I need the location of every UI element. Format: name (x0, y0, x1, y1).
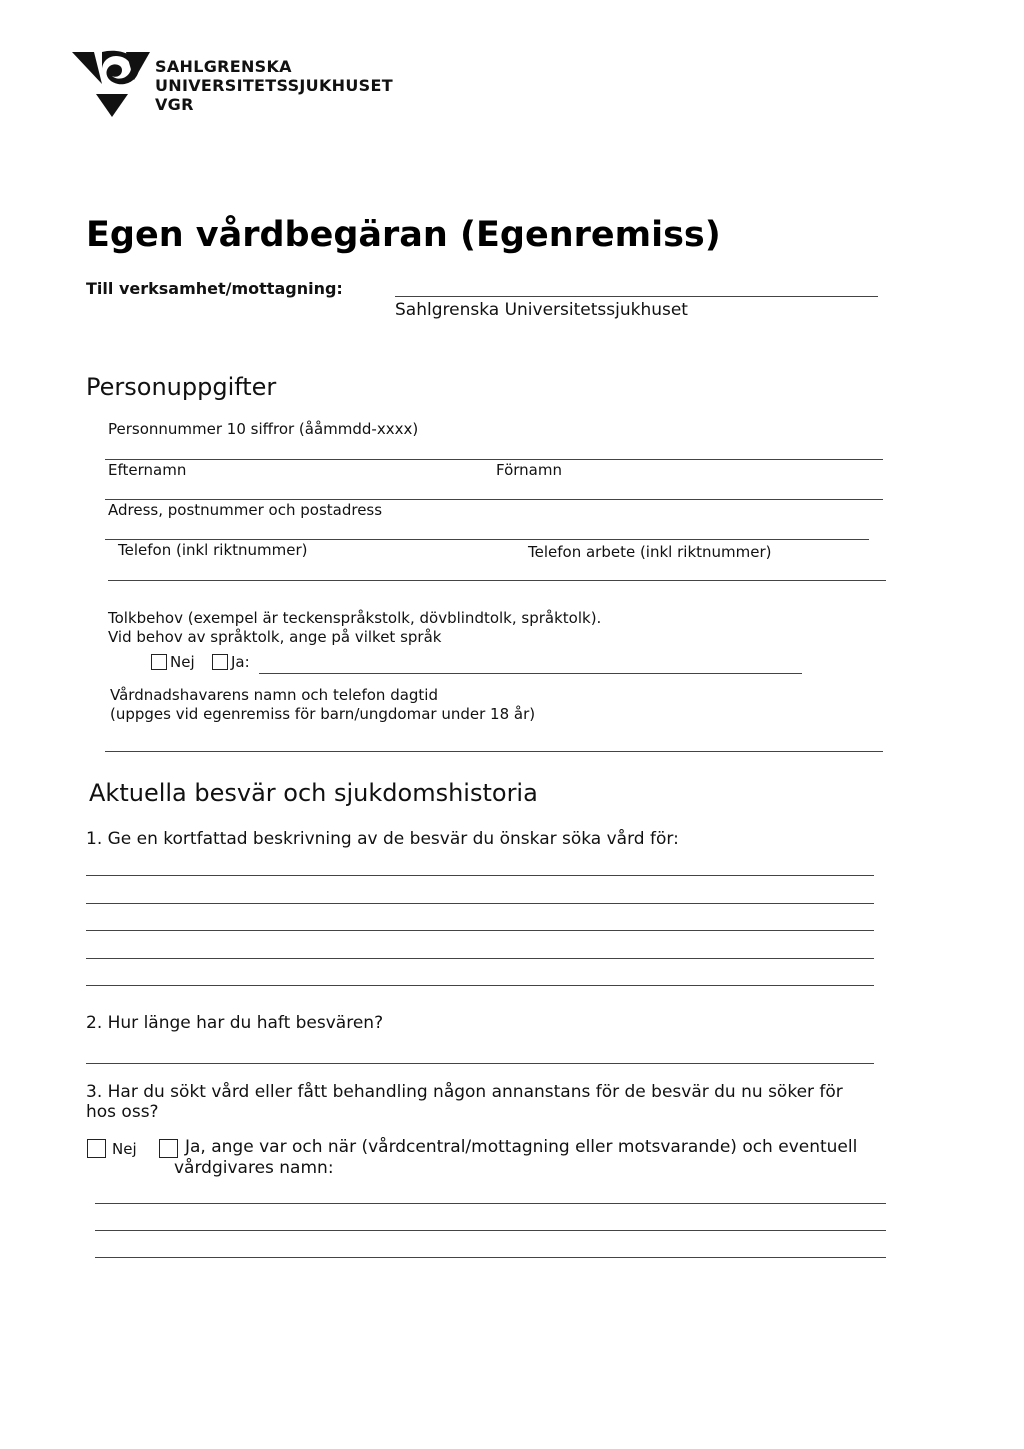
q3-ja-label-line-1: Ja, ange var och när (vårdcentral/mottagning eller motsvarande) och eventuell (185, 1137, 858, 1157)
recipient-line[interactable] (395, 296, 878, 297)
telefon-label: Telefon (inkl riktnummer) (118, 541, 308, 559)
q1-answer-line[interactable] (86, 985, 874, 986)
q1-answer-line[interactable] (86, 930, 874, 931)
q2-answer-line[interactable] (86, 1063, 874, 1064)
recipient-label: Till verksamhet/mottagning: (86, 279, 343, 298)
q1-answer-line[interactable] (86, 903, 874, 904)
logo-line-1: SAHLGRENSKA (155, 57, 292, 76)
q3-answer-line[interactable] (95, 1203, 886, 1204)
telefon-arbete-label: Telefon arbete (inkl riktnummer) (528, 543, 772, 561)
vgr-logo-icon (72, 50, 152, 118)
tolk-language-field[interactable] (259, 673, 802, 674)
q3-nej-label: Nej (112, 1140, 137, 1158)
vardnad-label-line-2: (uppges vid egenremiss för barn/ungdomar under 18 år) (110, 705, 536, 723)
name-field[interactable] (105, 499, 883, 500)
tolk-ja-checkbox[interactable] (212, 654, 228, 670)
question-3-line-2: hos oss? (86, 1102, 159, 1122)
q3-nej-checkbox[interactable] (87, 1139, 106, 1158)
q1-answer-line[interactable] (86, 875, 874, 876)
recipient-value: Sahlgrenska Universitetssjukhuset (395, 300, 688, 320)
tolk-nej-checkbox[interactable] (151, 654, 167, 670)
question-2: 2. Hur länge har du haft besvären? (86, 1013, 384, 1033)
history-heading: Aktuella besvär och sjukdomshistoria (89, 779, 538, 807)
personal-heading: Personuppgifter (86, 373, 277, 401)
page-title: Egen vårdbegäran (Egenremiss) (86, 215, 721, 255)
vardnad-label-line-1: Vårdnadshavarens namn och telefon dagtid (110, 686, 439, 704)
adress-field[interactable] (105, 539, 869, 540)
question-3-line-1: 3. Har du sökt vård eller fått behandling någon annanstans för de besvär du nu söker för (86, 1082, 843, 1102)
logo-line-2: UNIVERSITETSSJUKHUSET (155, 76, 393, 95)
fornamn-label: Förnamn (496, 461, 562, 479)
q1-answer-line[interactable] (86, 958, 874, 959)
tolk-label-line-1: Tolkbehov (exempel är teckenspråkstolk, dövblindtolk, språktolk). (108, 609, 602, 627)
adress-label: Adress, postnummer och postadress (108, 501, 383, 519)
question-1: 1. Ge en kortfattad beskrivning av de besvär du önskar söka vård för: (86, 829, 679, 849)
tolk-ja-label: Ja: (231, 653, 250, 671)
vardnad-field[interactable] (105, 751, 883, 752)
tolk-label-line-2: Vid behov av språktolk, ange på vilket språk (108, 628, 442, 646)
q3-answer-line[interactable] (95, 1230, 886, 1231)
q3-ja-label-line-2: vårdgivares namn: (174, 1158, 334, 1178)
q3-ja-checkbox[interactable] (159, 1139, 178, 1158)
logo-line-3: VGR (155, 95, 194, 114)
efternamn-label: Efternamn (108, 461, 187, 479)
logo-text (155, 57, 393, 114)
personnummer-field[interactable] (105, 459, 883, 460)
tolk-nej-label: Nej (170, 653, 195, 671)
personnummer-label: Personnummer 10 siffror (ååmmdd-xxxx) (108, 420, 419, 438)
telefon-field[interactable] (108, 580, 886, 581)
q3-answer-line[interactable] (95, 1257, 886, 1258)
